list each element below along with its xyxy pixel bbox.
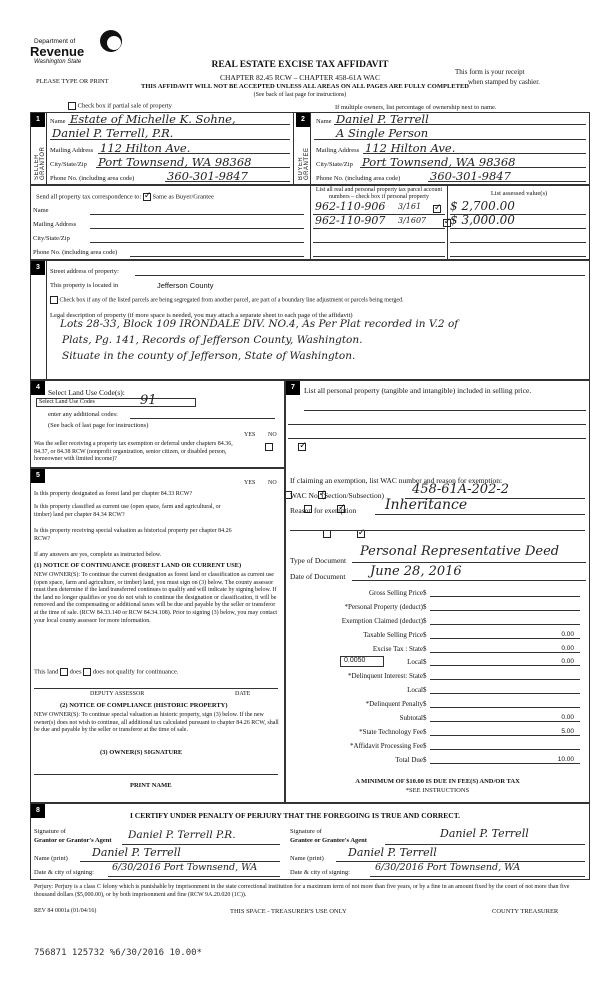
- parcel-4-line[interactable]: [313, 256, 445, 257]
- buyer-name-line2: [314, 139, 586, 140]
- legal-line-3[interactable]: Situate in the county of Jefferson, State of Washington.: [62, 350, 356, 362]
- seller-address-value[interactable]: 112 Hilton Ave.: [100, 141, 191, 155]
- doc-type-value[interactable]: Personal Representative Deed: [360, 544, 560, 559]
- wac-value[interactable]: 458-61A-202-2: [412, 482, 510, 497]
- parcel-header1: List all real and personal property tax parcel account: [315, 187, 443, 193]
- deputy-date-label: DATE: [235, 691, 251, 697]
- segregated-checkbox[interactable]: [50, 296, 58, 304]
- buyer-city-value[interactable]: Port Townsend, WA 98368: [362, 155, 516, 169]
- section-8-number: 8: [31, 804, 45, 818]
- tax-delinquent-penalty-label: *Delinquent Penalty: [365, 700, 423, 708]
- corr-name-label: Name: [33, 207, 49, 214]
- land-use-code-value[interactable]: 91: [140, 393, 157, 408]
- dollar-sign: $: [423, 631, 427, 639]
- correspondence-row: [36, 193, 214, 201]
- seller-name-value[interactable]: Estate of Michelle K. Sohne,: [70, 112, 236, 126]
- dollar-sign: $: [423, 645, 427, 653]
- tax-taxable-label: Taxable Selling Price: [363, 631, 423, 639]
- segregated-label: Check box if any of the listed parcels are being segregated from another parcel, are part of a boundary line adjustment or parcels being merged.: [59, 297, 404, 304]
- seller-address-line: [98, 153, 290, 154]
- form-title: REAL ESTATE EXCISE TAX AFFIDAVIT: [211, 60, 389, 70]
- tax-subtotal-label: Subtotal: [399, 714, 423, 722]
- tax-personal-label: *Personal Property (deduct): [344, 603, 423, 611]
- seller-phone-value[interactable]: 360-301-9847: [167, 169, 248, 183]
- tax-affidavit-fee-label: *Affidavit Processing Fee: [350, 742, 423, 750]
- section-7-number: 7: [286, 381, 300, 395]
- section-1-number: 1: [31, 113, 45, 127]
- certify-text: I CERTIFY UNDER PENALTY OF PERJURY THAT THE FOREGOING IS TRUE AND CORRECT.: [130, 811, 461, 820]
- seller-side-label: SELLER GRANTOR: [34, 146, 46, 180]
- tax-excise-state: [290, 645, 590, 656]
- tax-delinquent-state-value[interactable]: [430, 672, 580, 680]
- wac-label: WAC No. (Section/Subsection): [290, 491, 384, 500]
- buyer-city-label: City/State/Zip: [316, 161, 353, 168]
- parcel-1-number[interactable]: 962-110-906: [315, 200, 386, 213]
- form-see-back: (See back of last page for instructions): [253, 92, 347, 98]
- parcel-4-value-line[interactable]: [450, 256, 586, 257]
- parcel-2-value-line: [450, 228, 586, 229]
- tax-delinquent-local-label: Local: [407, 686, 423, 694]
- parcel-header2: numbers – check box if personal property: [329, 194, 429, 200]
- continuance-row: [34, 668, 179, 676]
- grantee-date-line: [370, 876, 585, 877]
- land-use-select-text: Select Land Use Codes: [39, 399, 95, 405]
- corr-phone-label: Phone No. (including area code): [33, 249, 118, 256]
- minimum-note: A MINIMUM OF $10.00 IS DUE IN FEE(S) AND/OR TAX: [355, 778, 520, 785]
- tax-delinquent-penalty-value[interactable]: [430, 700, 580, 708]
- tax-delinquent-state-label: *Delinquent Interest: State: [347, 672, 423, 680]
- partial-sale-row: [68, 102, 172, 110]
- corr-phone-line[interactable]: [130, 256, 304, 257]
- reason-line: [375, 514, 585, 515]
- dept-line2: Revenue: [30, 44, 85, 59]
- dollar-sign: $: [423, 686, 427, 694]
- parcel-2-value[interactable]: $ 3,000.00: [450, 213, 515, 227]
- parcel-1-personal-checkbox[interactable]: [433, 205, 441, 213]
- county-value[interactable]: Jefferson County: [157, 281, 214, 290]
- claim-exemption-label: If claiming an exemption, list WAC number and reason for exemption:: [290, 476, 503, 485]
- if-yes-note: If any answers are yes, complete as instructed below.: [34, 552, 162, 558]
- select-land-use-label: Select Land Use Code(s):: [48, 388, 125, 397]
- multiple-owners-note: If multiple owners, list percentage of ownership next to name.: [335, 104, 497, 111]
- owner-signature-label: (3) OWNER(S) SIGNATURE: [100, 749, 183, 756]
- this-land-label: This land: [34, 668, 59, 676]
- land-use-see-back: (See back of last page for instructions): [48, 422, 149, 429]
- dept-line3: Washington State: [34, 59, 82, 65]
- yes-header: YES: [244, 432, 256, 438]
- tax-affidavit-fee: [290, 742, 590, 753]
- seller-phone-line: [165, 181, 290, 182]
- tax-delinquent-local-value[interactable]: [430, 686, 580, 694]
- seller-name-value2[interactable]: Daniel P. Terrell, P.R.: [52, 126, 174, 140]
- tax-delinquent-penalty: [290, 700, 590, 711]
- exemption-question: Was the seller receiving a property tax exemption or deferral under chapters 84.36, 84.37, or 84.38 RCW (nonprofit organization, senior citizen, or disabled person, homeowner with limited income)?: [34, 441, 233, 462]
- does-not-checkbox[interactable]: [83, 668, 91, 676]
- parcel-2-number[interactable]: 962-110-907: [315, 214, 386, 227]
- additional-codes-line[interactable]: [130, 418, 275, 419]
- corr-address-label: Mailing Address: [33, 221, 77, 228]
- buyer-phone-label: Phone No. (including area code): [316, 175, 401, 182]
- additional-codes-label: enter any additional codes:: [48, 411, 118, 418]
- dollar-sign: $: [423, 728, 427, 736]
- buyer-name-line: [334, 124, 586, 125]
- tax-personal-value[interactable]: [430, 603, 580, 611]
- grantee-date-value[interactable]: 6/30/2016 Port Townsend, WA: [375, 862, 521, 873]
- buyer-name-label: Name: [316, 118, 332, 125]
- grantor-sig-label1: Signature of: [34, 828, 66, 835]
- reason-label: Reason for exemption: [290, 506, 357, 515]
- dor-logo-mark-cut: [107, 36, 121, 50]
- receipt-stamp: 756871 125732 %6/30/2016 10.00*: [34, 948, 202, 958]
- treasurer-use-only: THIS SPACE - TREASURER'S USE ONLY: [230, 908, 347, 915]
- seller-name-line: [68, 124, 290, 125]
- corr-city-label: City/State/Zip: [33, 235, 70, 242]
- same-as-buyer-label: Same as Buyer/Grantee: [152, 193, 214, 201]
- perjury-note: Perjury: Perjury is a class C felony which is punishable by imprisonment in the state correctional institution for a maximum term of not more than five years, or by a fine in an amount fixed by the court of not more than five thousand dollars ($5,000.00), or by both imprisonment and fine (RCW 9A.20.020 (1C)).: [34, 884, 570, 898]
- dollar-sign: $: [423, 603, 427, 611]
- tax-excise-state-value[interactable]: 0.00: [430, 645, 580, 653]
- qualify-label: qualify for continuance.: [116, 668, 179, 676]
- grantee-signature[interactable]: Daniel P. Terrell: [440, 827, 529, 840]
- parcel-2-line: [313, 228, 445, 229]
- tax-subtotal: [290, 714, 590, 725]
- grantee-name-value[interactable]: Daniel P. Terrell: [348, 846, 437, 859]
- tax-affidavit-fee-value[interactable]: [430, 742, 580, 750]
- owner-signature-line[interactable]: [34, 774, 278, 775]
- tax-delinquent-local: [290, 686, 590, 697]
- grantee-sig-label2: Grantee or Grantee's Agent: [290, 837, 367, 844]
- tax-exemption-value[interactable]: [430, 617, 580, 625]
- dept-line1: Department of: [34, 38, 76, 45]
- tax-delinquent-state: [290, 672, 590, 683]
- seller-buyer-divider: [293, 112, 294, 185]
- doc-date-line: [352, 580, 586, 581]
- personal-property-label: List all personal property (tangible and intangible) included in selling price.: [304, 386, 532, 395]
- local-rate-value: 0.0050: [344, 657, 366, 664]
- does-label: does: [69, 668, 82, 676]
- dollar-sign: $: [423, 756, 427, 764]
- same-as-buyer-checkbox[interactable]: [143, 193, 151, 201]
- seller-address-label: Mailing Address: [50, 147, 94, 154]
- grantor-sig-line: [122, 844, 280, 845]
- yes-header-5: YES: [244, 480, 256, 486]
- no-header: NO: [268, 432, 277, 438]
- form-warning: THIS AFFIDAVIT WILL NOT BE ACCEPTED UNLESS ALL AREAS ON ALL PAGES ARE FULLY COMPLETED: [141, 83, 469, 90]
- tax-total-label: Total Due: [395, 756, 423, 764]
- grantor-sig-label2: Grantor or Grantor's Agent: [34, 837, 112, 844]
- seller-phone-label: Phone No. (including area code): [50, 175, 135, 182]
- section-3-number: 3: [31, 261, 45, 275]
- dollar-sign: $: [423, 589, 427, 597]
- tax-taxable-selling: [290, 631, 590, 642]
- doc-date-value[interactable]: June 28, 2016: [370, 564, 462, 579]
- tax-excise-local: [290, 658, 590, 669]
- located-label: This property is located in: [50, 282, 119, 289]
- segregated-row: [50, 296, 404, 304]
- notice2-title: (2) NOTICE OF COMPLIANCE (HISTORIC PROPERTY): [60, 702, 228, 709]
- tax-exemption-claimed: [290, 617, 590, 628]
- street-address-label: Street address of property:: [50, 268, 119, 275]
- grantor-date-label: Date & city of signing:: [34, 869, 94, 876]
- corr-city-line[interactable]: [90, 242, 304, 243]
- forest-q2: Is this property classified as current use (open space, farm and agricultural, or timber) land per chapter 84.34 RCW?: [34, 504, 221, 518]
- section-2-number: 2: [296, 113, 310, 127]
- notice1-title: (1) NOTICE OF CONTINUANCE (FOREST LAND OR CURRENT USE): [34, 562, 242, 569]
- property-side-divider: [46, 260, 47, 380]
- buyer-address-line: [363, 153, 586, 154]
- rev-code: REV 84 0001a (01/04/16): [34, 908, 97, 914]
- does-not-label: does not: [92, 668, 115, 676]
- tax-tech-fee-value[interactable]: 5.00: [430, 728, 580, 736]
- dollar-sign: $: [423, 714, 427, 722]
- seller-city-line: [96, 167, 290, 168]
- receipt-note1: This form is your receipt: [455, 68, 525, 76]
- legal-description-label: Legal description of property (if more space is needed, you may attach a separate sheet to each page of the affidavit): [50, 312, 353, 319]
- parcel-1-code[interactable]: 3/161: [398, 202, 422, 211]
- grantor-signature[interactable]: Daniel P. Terrell P.R.: [128, 829, 236, 841]
- print-name-label: PRINT NAME: [130, 782, 172, 789]
- forest-q3: Is this property receiving special valuation as historical property per chapter 84.26 RCW?: [34, 528, 232, 542]
- dollar-sign: $: [423, 617, 427, 625]
- legal-line-2[interactable]: Plats, Pg. 141, Records of Jefferson County, Washington.: [62, 334, 363, 346]
- deputy-assessor-label: DEPUTY ASSESSOR: [90, 691, 145, 697]
- tax-gross-value[interactable]: [430, 589, 580, 597]
- no-header-5: NO: [268, 480, 277, 486]
- dollar-sign: $: [423, 672, 427, 680]
- grantor-name-label: Name (print): [34, 855, 68, 862]
- county-treasurer: COUNTY TREASURER: [492, 908, 559, 915]
- tax-tech-fee: [290, 728, 590, 739]
- seller-side-divider: [46, 112, 47, 185]
- does-checkbox[interactable]: [60, 668, 68, 676]
- reason-line2[interactable]: [290, 530, 585, 531]
- grantor-name-value[interactable]: Daniel P. Terrell: [92, 846, 181, 859]
- street-address-line[interactable]: [135, 275, 585, 276]
- see-instructions: *SEE INSTRUCTIONS: [405, 787, 470, 794]
- dollar-sign: $: [423, 700, 427, 708]
- tax-exemption-label: Exemption Claimed (deduct): [341, 617, 423, 625]
- seller-city-label: City/State/Zip: [50, 161, 87, 168]
- partial-sale-label: Check box if partial sale of property: [77, 102, 172, 110]
- assessed-values-header: List assessed value(s): [490, 190, 548, 197]
- tax-taxable-value[interactable]: 0.00: [430, 631, 580, 639]
- tax-gross-label: Gross Selling Price: [368, 589, 423, 597]
- please-type: PLEASE TYPE OR PRINT: [36, 78, 109, 85]
- receipt-note2: when stamped by cashier.: [468, 78, 540, 86]
- parcel-3-value-line[interactable]: [450, 242, 586, 243]
- doc-type-line: [352, 562, 586, 563]
- buyer-side-divider: [310, 112, 311, 185]
- seller-city-value[interactable]: Port Townsend, WA 98368: [98, 155, 252, 169]
- buyer-phone-value[interactable]: 360-301-9847: [430, 169, 511, 183]
- personal-property-line2[interactable]: [288, 424, 586, 425]
- legal-line-1[interactable]: Lots 28-33, Block 109 IRONDALE DIV. NO.4, As Per Plat recorded in V.2 of: [60, 318, 459, 330]
- exemption-yes-checkbox[interactable]: [265, 443, 273, 451]
- section-4-number: 4: [31, 381, 45, 395]
- tax-total-value[interactable]: 10.00: [430, 756, 580, 764]
- buyer-name-value2[interactable]: A Single Person: [336, 126, 429, 140]
- grantee-sig-label1: Signature of: [290, 828, 322, 835]
- seller-name-label: Name: [50, 118, 66, 125]
- correspondence-divider: [310, 185, 311, 260]
- grantee-sig-line: [385, 844, 585, 845]
- personal-property-line3[interactable]: [288, 438, 586, 439]
- buyer-address-value[interactable]: 112 Hilton Ave.: [365, 141, 456, 155]
- corr-name-line[interactable]: [90, 214, 304, 215]
- reason-value[interactable]: Inheritance: [385, 497, 468, 513]
- grantee-date-label: Date & city of signing:: [290, 869, 350, 876]
- forest-q1: Is this property designated as forest land per chapter 84.33 RCW?: [34, 491, 193, 497]
- tax-tech-fee-label: *State Technology Fee: [359, 728, 423, 736]
- tax-excise-state-label: Excise Tax : State: [372, 645, 423, 653]
- tax-subtotal-value[interactable]: 0.00: [430, 714, 580, 722]
- doc-date-label: Date of Document: [290, 572, 346, 581]
- dollar-sign: $: [423, 742, 427, 750]
- corr-address-line[interactable]: [90, 228, 304, 229]
- tax-excise-local-label: Local: [407, 658, 423, 666]
- buyer-phone-line: [428, 181, 586, 182]
- tax-total-due: [290, 756, 590, 767]
- buyer-city-line: [360, 167, 586, 168]
- form-chapter: CHAPTER 82.45 RCW – CHAPTER 458-61A WAC: [220, 73, 380, 82]
- buyer-address-label: Mailing Address: [316, 147, 360, 154]
- personal-property-line1[interactable]: [304, 410, 586, 411]
- seller-name-line2: [50, 139, 290, 140]
- parcel-2-code[interactable]: 3/1607: [398, 216, 427, 225]
- deputy-assessor-line[interactable]: [34, 688, 278, 689]
- notice1-text: NEW OWNER(S): To continue the current designation as forest land or classification as current use (open space, farm and agriculture, or timber) land, you must sign on (3) below. The county assessor must then determine if the land transferred continues to qualify and will indicate by signing below. If the land no longer qualifies or you do not wish to continue the designation or classification, it will be removed and the compensating or additional taxes will be due and payable by the seller or transferor at the time of sale. (RCW 84.33.140 or RCW 84.34.108). Prior to signing (3) below, you may contact your local county assessor for more information.: [34, 572, 278, 624]
- grantor-date-value[interactable]: 6/30/2016 Port Townsend, WA: [112, 862, 258, 873]
- parcel-3-line[interactable]: [313, 242, 445, 243]
- partial-sale-checkbox[interactable]: [68, 102, 76, 110]
- tax-gross-selling: [290, 589, 590, 600]
- tax-personal-property: [290, 603, 590, 614]
- dor-logo: [30, 30, 125, 70]
- correspondence-label: Send all property tax correspondence to:: [36, 193, 142, 201]
- grantor-date-line: [108, 876, 280, 877]
- dollar-sign: $: [423, 658, 427, 666]
- parcel-1-value[interactable]: $ 2,700.00: [450, 199, 515, 213]
- buyer-side-label: BUYER GRANTEE: [298, 147, 310, 180]
- grantee-name-label: Name (print): [290, 855, 324, 862]
- buyer-name-value[interactable]: Daniel P. Terrell: [336, 112, 429, 126]
- doc-type-label: Type of Document: [290, 556, 347, 565]
- section-5-number: 5: [31, 469, 45, 483]
- tax-excise-local-value[interactable]: 0.00: [430, 658, 580, 666]
- notice2-text: NEW OWNER(S): To continue special valuation as historic property, sign (3) below. If the new owner(s) does not wish to continue, all additional tax calculated pursuant to chapter 84.26 RCW, shall be due and payable by the seller or transferor at the time of sale.: [34, 712, 279, 734]
